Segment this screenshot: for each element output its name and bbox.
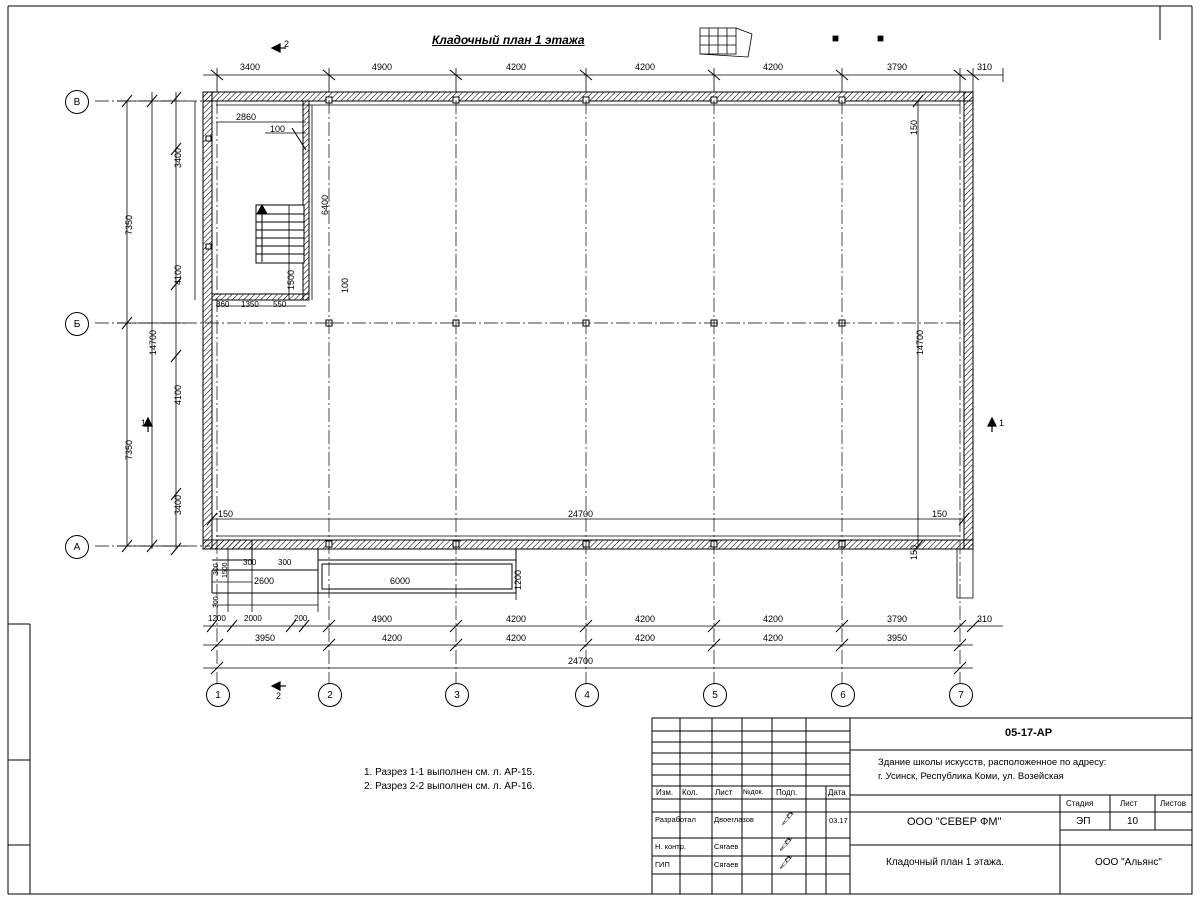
stamp-col-kol: Кол. [682,788,698,797]
dim-left-7350-lower: 7350 [124,439,134,460]
dim-bot-4200b: 4200 [635,614,656,624]
signature-nkontr: 🖋 [777,837,793,853]
axis-letter-a: А [65,535,89,559]
stamp-col-izm: Изм. [656,788,674,797]
dim-bot-4200a: 4200 [506,614,527,624]
dim-left-total: 14700 [148,329,158,355]
dim-axis-4200b: 4200 [506,633,527,643]
axis-number-2: 2 [318,683,342,707]
axis-number-6: 6 [831,683,855,707]
stamp-col-podp: Подп. [776,788,798,797]
dim-top-5: 4200 [763,62,784,72]
dim-wall-150-topright: 150 [909,119,919,135]
dim-room-1200: 1200 [513,569,523,590]
dim-axis-4200c: 4200 [635,633,656,643]
dim-left-4100-bottom: 4100 [173,384,183,405]
dim-top-6: 3790 [887,62,908,72]
dim-bot-310: 310 [977,614,993,624]
dim-room-300d: 300 [213,596,220,608]
dim-top-7: 310 [977,62,993,72]
dim-room-2600: 2600 [254,576,275,586]
dim-bot-4200c: 4200 [763,614,784,624]
dim-bot-4900: 4900 [372,614,393,624]
dim-bot-200: 200 [294,614,308,623]
dim-left-7350-upper: 7350 [124,214,134,235]
stamp-code: 05-17-АР [1005,727,1053,739]
dim-axis-4200d: 4200 [763,633,784,643]
dim-stair-860: 860 [216,300,230,309]
stamp-header-list: Лист [1120,799,1138,808]
stamp-role-nkontr: Н. контр. [655,842,686,851]
dim-room-300c: 300 [213,563,220,575]
stamp-role-gip: ГИП [655,860,670,869]
dim-room-300b: 300 [278,558,292,567]
dim-axis-3950-right: 3950 [887,633,908,643]
dim-stair-1350: 1350 [241,300,259,309]
dim-axis-4200a: 4200 [382,633,403,643]
dim-top-3: 4200 [506,62,527,72]
stamp-role-razrabotal: Разработал [655,815,696,824]
stamp-col-list: Лист [715,788,733,797]
stamp-col-ndok: №док. [743,789,764,796]
axis-number-3: 3 [445,683,469,707]
signature-gip: 🖋 [777,855,793,871]
axis-letter-b: Б [65,312,89,336]
stamp-value-stadia: ЭП [1076,816,1091,827]
drawing-notes [364,766,535,794]
stamp-company-main: ООО "СЕВЕР ФМ" [907,816,1002,828]
dim-bot-1200: 1200 [208,614,226,623]
axis-number-7: 7 [949,683,973,707]
stamp-value-list: 10 [1127,816,1139,827]
dim-bot-3790: 3790 [887,614,908,624]
dim-left-3400-top: 3400 [173,147,183,168]
dim-bot-2000: 2000 [244,614,262,623]
axis-letter-v: В [65,90,89,114]
axis-number-4: 4 [575,683,599,707]
dim-room-1500: 1500 [222,562,229,578]
dim-left-3400-bottom: 3400 [173,494,183,515]
dim-stair-550: 550 [273,300,287,309]
signature-razrabotal: 🖋 [779,811,796,827]
stamp-name-gip: Сягаев [714,860,739,869]
stamp-address: г. Усинск, Республика Коми, ул. Возейская [878,771,1064,782]
stamp-name-nkontr: Сягаев [714,842,739,851]
section-mark-1-left: 1 [141,418,147,428]
dim-wall-150-left: 150 [218,509,234,519]
section-mark-1-right: 1 [999,418,1005,428]
dim-stair-100a: 100 [270,124,286,134]
stamp-company-right: ООО "Альянс" [1095,857,1162,868]
page-title: Кладочный план 1 этажа [432,33,585,47]
dim-stair-2860: 2860 [236,112,257,122]
dim-top-1: 3400 [240,62,261,72]
dim-stair-100b: 100 [340,277,350,293]
dim-left-4100-top: 4100 [173,264,183,285]
dim-wall-150-right: 150 [932,509,948,519]
stamp-object: Здание школы искусств, расположенное по адресу: [878,757,1107,768]
dim-room-300a: 300 [243,558,257,567]
section-mark-2-bottom: 2 [276,691,282,701]
section-mark-2-top: 2 [284,39,290,49]
dim-top-4: 4200 [635,62,656,72]
dim-inner-24700: 24700 [568,509,594,519]
dim-stair-1500: 1500 [286,269,296,290]
axis-number-1: 1 [206,683,230,707]
dim-axis-3950-left: 3950 [255,633,276,643]
dim-top-2: 4900 [372,62,393,72]
dim-wall-150-bottomright: 150 [909,544,919,560]
stamp-sheet-name: Кладочный план 1 этажа. [886,857,1005,868]
dim-room-6000: 6000 [390,576,411,586]
axis-number-5: 5 [703,683,727,707]
stamp-header-listov: Листов [1160,799,1186,808]
note-1: 1. Разрез 1-1 выполнен см. л. АР-15. [364,767,535,778]
dim-right-total: 14700 [915,329,925,355]
note-2: 2. Разрез 2-2 выполнен см. л. АР-16. [364,781,535,792]
stamp-col-data: Дата [828,788,846,797]
stamp-name-razrabotal: Двоеглазов [714,815,754,824]
stamp-header-stadia: Стадия [1066,799,1094,808]
stamp-date-razrabotal: 03.17 [829,816,848,825]
dim-total-24700: 24700 [568,656,594,666]
dim-stair-6400: 6400 [320,194,330,215]
